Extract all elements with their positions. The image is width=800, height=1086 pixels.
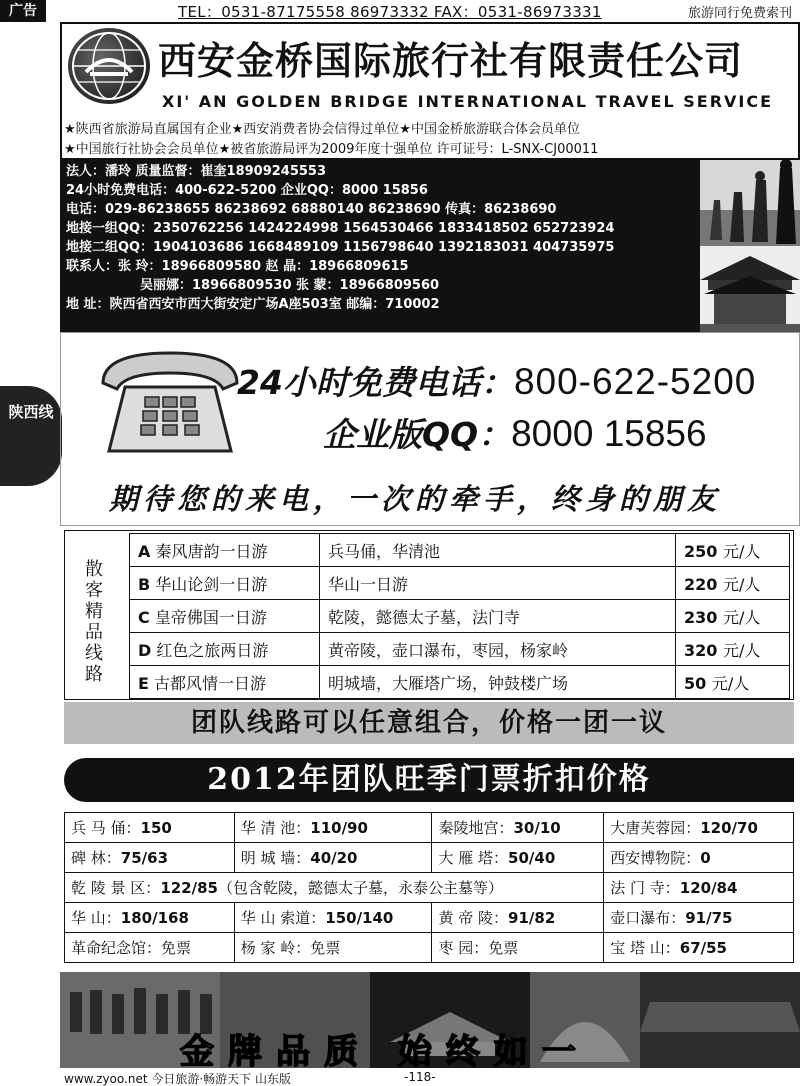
hotline-number: 800-622-5200 bbox=[513, 361, 757, 402]
company-english-name: XI' AN GOLDEN BRIDGE INTERNATIONAL TRAVEL SERVICE bbox=[162, 92, 774, 111]
ticket-cell bbox=[65, 933, 235, 963]
route-spots: 乾陵，懿德太子墓，法门寺 bbox=[320, 600, 676, 633]
ticket-label: 碑 林： bbox=[71, 849, 121, 867]
route-code: B bbox=[138, 574, 151, 594]
route-spots: 华山一日游 bbox=[320, 567, 676, 600]
season-price-banner: 2012年团队旺季门票折扣价格 bbox=[64, 758, 794, 802]
ticket-price-table bbox=[64, 812, 794, 963]
ticket-price: 40/20 bbox=[310, 849, 358, 867]
ticket-price: 150/140 bbox=[325, 909, 394, 927]
ticket-label: 黄 帝 陵： bbox=[438, 909, 509, 927]
ticket-label: 杨 家 岭： bbox=[240, 939, 311, 957]
ticket-label: 华 清 池： bbox=[240, 819, 311, 837]
ticket-price: 120/70 bbox=[700, 819, 758, 837]
ticket-cell bbox=[432, 933, 604, 963]
address: 地 址：陕西省西安市西大街安定广场A座503室 邮编：710002 bbox=[66, 297, 440, 312]
ticket-label: 壶口瀑布： bbox=[610, 909, 686, 927]
credential-line: ★陕西省旅游局直属国有企业★西安消费者协会信得过单位★中国金桥旅游联合体会员单位 bbox=[64, 122, 580, 137]
individual-routes-section bbox=[64, 530, 794, 700]
ticket-price: 免票 bbox=[310, 939, 341, 957]
ticket-note: （包含乾陵，懿德太子墓，永泰公主墓等） bbox=[217, 879, 503, 897]
contact-info-panel bbox=[60, 160, 700, 332]
route-code: D bbox=[138, 640, 152, 660]
routes-table bbox=[129, 533, 790, 699]
route-row bbox=[130, 534, 790, 567]
ticket-row bbox=[65, 813, 794, 843]
ticket-price: 免票 bbox=[488, 939, 519, 957]
ticket-cell bbox=[234, 843, 432, 873]
ticket-cell bbox=[432, 843, 604, 873]
ticket-cell bbox=[65, 813, 235, 843]
route-name-cell bbox=[130, 600, 320, 633]
company-header bbox=[60, 22, 800, 160]
ticket-label: 大 雁 塔： bbox=[438, 849, 509, 867]
contacts-row-2 bbox=[66, 276, 694, 295]
ticket-cell bbox=[234, 903, 432, 933]
ticket-cell bbox=[604, 903, 794, 933]
route-spots: 兵马俑，华清池 bbox=[320, 534, 676, 567]
route-price-cell bbox=[676, 633, 790, 666]
ticket-price: 122/85 bbox=[160, 879, 218, 897]
ticket-cell bbox=[604, 933, 794, 963]
top-contact-line: TEL：0531-87175558 86973332 FAX：0531-86973331 bbox=[178, 3, 602, 21]
route-name-cell bbox=[130, 567, 320, 600]
qq-number: 8000 15856 bbox=[511, 413, 707, 454]
ticket-label: 法 门 寺： bbox=[610, 879, 680, 897]
route-spots: 明城墙，大雁塔广场，钟鼓楼广场 bbox=[320, 666, 676, 699]
ticket-cell bbox=[234, 933, 432, 963]
globe-logo-icon bbox=[68, 28, 150, 104]
ticket-row bbox=[65, 903, 794, 933]
route-code: A bbox=[138, 541, 151, 561]
route-row bbox=[130, 633, 790, 666]
welcome-slogan: 期待您的来电，一次的牵手，终身的朋友 bbox=[109, 482, 722, 516]
route-name-cell bbox=[130, 666, 320, 699]
group-tour-note: 团队线路可以任意组合，价格一团一议 bbox=[64, 702, 794, 744]
ticket-price: 150 bbox=[140, 819, 172, 837]
ticket-price: 50/40 bbox=[508, 849, 556, 867]
ticket-cell bbox=[432, 903, 604, 933]
ticket-price: 30/10 bbox=[513, 819, 561, 837]
ticket-price: 110/90 bbox=[310, 819, 368, 837]
ticket-cell bbox=[65, 873, 604, 903]
index-label: 旅游同行免费索刊 bbox=[687, 6, 792, 21]
ticket-price: 120/84 bbox=[679, 879, 738, 897]
route-price: 320 bbox=[684, 640, 718, 660]
free-hotline bbox=[237, 357, 756, 404]
ad-tag: 广告 bbox=[0, 0, 46, 22]
qq-group-2: 地接二组QQ：1904103686 1668489109 1156798640 1392183031 404735975 bbox=[66, 240, 615, 255]
ticket-cell bbox=[65, 903, 235, 933]
route-name: 皇帝佛国一日游 bbox=[154, 607, 267, 627]
enterprise-qq bbox=[323, 409, 707, 456]
route-row bbox=[130, 600, 790, 633]
ticket-cell bbox=[604, 843, 794, 873]
contacts-row-2-text: 吴丽娜：18966809530 张 蒙：18966809560 bbox=[140, 278, 440, 293]
ticket-label: 华 山 索道： bbox=[240, 909, 326, 927]
routes-title: 散客精品线路 bbox=[85, 559, 103, 685]
route-name: 古都风情一日游 bbox=[154, 673, 267, 693]
route-price-cell bbox=[676, 567, 790, 600]
price-unit: 元/人 bbox=[722, 541, 761, 561]
hotline-info: 24小时免费电话：400-622-5200 企业QQ：8000 15856 bbox=[66, 183, 428, 198]
ticket-label: 宝 塔 山： bbox=[610, 939, 680, 957]
company-name: 西安金桥国际旅行社有限责任公司 bbox=[158, 39, 744, 83]
route-price-cell bbox=[676, 600, 790, 633]
qq-group-1: 地接一组QQ：2350762256 1424224998 1564530466 1833418502 652723924 bbox=[66, 221, 615, 236]
footer-site: www.zyoo.net 今日旅游·畅游天下 山东版 bbox=[64, 1072, 291, 1086]
ticket-cell bbox=[604, 813, 794, 843]
ticket-cell bbox=[432, 813, 604, 843]
landmark-photo bbox=[700, 160, 800, 332]
ticket-price: 67/55 bbox=[679, 939, 727, 957]
ticket-price: 180/168 bbox=[120, 909, 189, 927]
price-unit: 元/人 bbox=[722, 607, 761, 627]
ticket-price: 91/75 bbox=[685, 909, 733, 927]
route-price-cell bbox=[676, 534, 790, 567]
ticket-label: 秦陵地宫： bbox=[438, 819, 514, 837]
credential-line: ★中国旅行社协会会员单位★被省旅游局评为2009年度十强单位 许可证号：L-SNX-CJ00011 bbox=[64, 142, 599, 157]
ticket-label: 大唐芙蓉园： bbox=[610, 819, 701, 837]
route-code: E bbox=[138, 673, 149, 693]
route-price: 250 bbox=[684, 541, 718, 561]
ticket-price: 0 bbox=[700, 849, 711, 867]
route-name-cell bbox=[130, 633, 320, 666]
ticket-label: 乾 陵 景 区： bbox=[71, 879, 161, 897]
ticket-label: 西安博物院： bbox=[610, 849, 701, 867]
ticket-price: 91/82 bbox=[508, 909, 556, 927]
phone-numbers: 电话：029-86238655 86238692 68880140 86238690 传真：86238690 bbox=[66, 202, 557, 217]
quality-slogan: 金牌品质 始终如一 bbox=[180, 1032, 590, 1068]
ticket-label: 明 城 墙： bbox=[240, 849, 311, 867]
route-price-cell bbox=[676, 666, 790, 699]
ticket-cell bbox=[604, 873, 794, 903]
price-unit: 元/人 bbox=[722, 574, 761, 594]
route-name: 红色之旅两日游 bbox=[156, 640, 269, 660]
contacts-row-1: 联系人：张 玲：18966809580 赵 晶：18966809615 bbox=[66, 259, 409, 274]
ticket-cell bbox=[234, 813, 432, 843]
ticket-row bbox=[65, 933, 794, 963]
region-side-tab: 陕西线 bbox=[0, 386, 62, 486]
ticket-label: 革命纪念馆： bbox=[71, 939, 162, 957]
telephone-icon bbox=[95, 343, 245, 461]
landmark-banner bbox=[60, 972, 800, 1068]
route-row bbox=[130, 666, 790, 699]
route-name: 秦风唐韵一日游 bbox=[155, 541, 268, 561]
qq-label: 企业版QQ： bbox=[323, 415, 512, 454]
ticket-label: 华 山： bbox=[71, 909, 121, 927]
page-number: -118- bbox=[404, 1070, 436, 1084]
ticket-label: 枣 园： bbox=[438, 939, 489, 957]
ticket-row bbox=[65, 873, 794, 903]
price-unit: 元/人 bbox=[711, 673, 750, 693]
route-price: 220 bbox=[684, 574, 718, 594]
route-row bbox=[130, 567, 790, 600]
route-code: C bbox=[138, 607, 150, 627]
ticket-row bbox=[65, 843, 794, 873]
route-price: 50 bbox=[684, 673, 707, 693]
price-unit: 元/人 bbox=[722, 640, 761, 660]
top-bar bbox=[0, 0, 800, 22]
ticket-cell bbox=[65, 843, 235, 873]
route-name-cell bbox=[130, 534, 320, 567]
hotline-section bbox=[60, 332, 800, 526]
ticket-price: 75/63 bbox=[120, 849, 169, 867]
page-footer bbox=[0, 1068, 800, 1086]
route-spots: 黄帝陵，壶口瀑布，枣园，杨家岭 bbox=[320, 633, 676, 666]
route-name: 华山论剑一日游 bbox=[155, 574, 268, 594]
ticket-price: 免票 bbox=[161, 939, 192, 957]
route-price: 230 bbox=[684, 607, 718, 627]
hotline-label: 24小时免费电话： bbox=[237, 363, 514, 402]
legal-representative: 法人：潘玲 质量监督：崔奎18909245553 bbox=[66, 164, 327, 179]
ticket-label: 兵 马 俑： bbox=[71, 819, 141, 837]
